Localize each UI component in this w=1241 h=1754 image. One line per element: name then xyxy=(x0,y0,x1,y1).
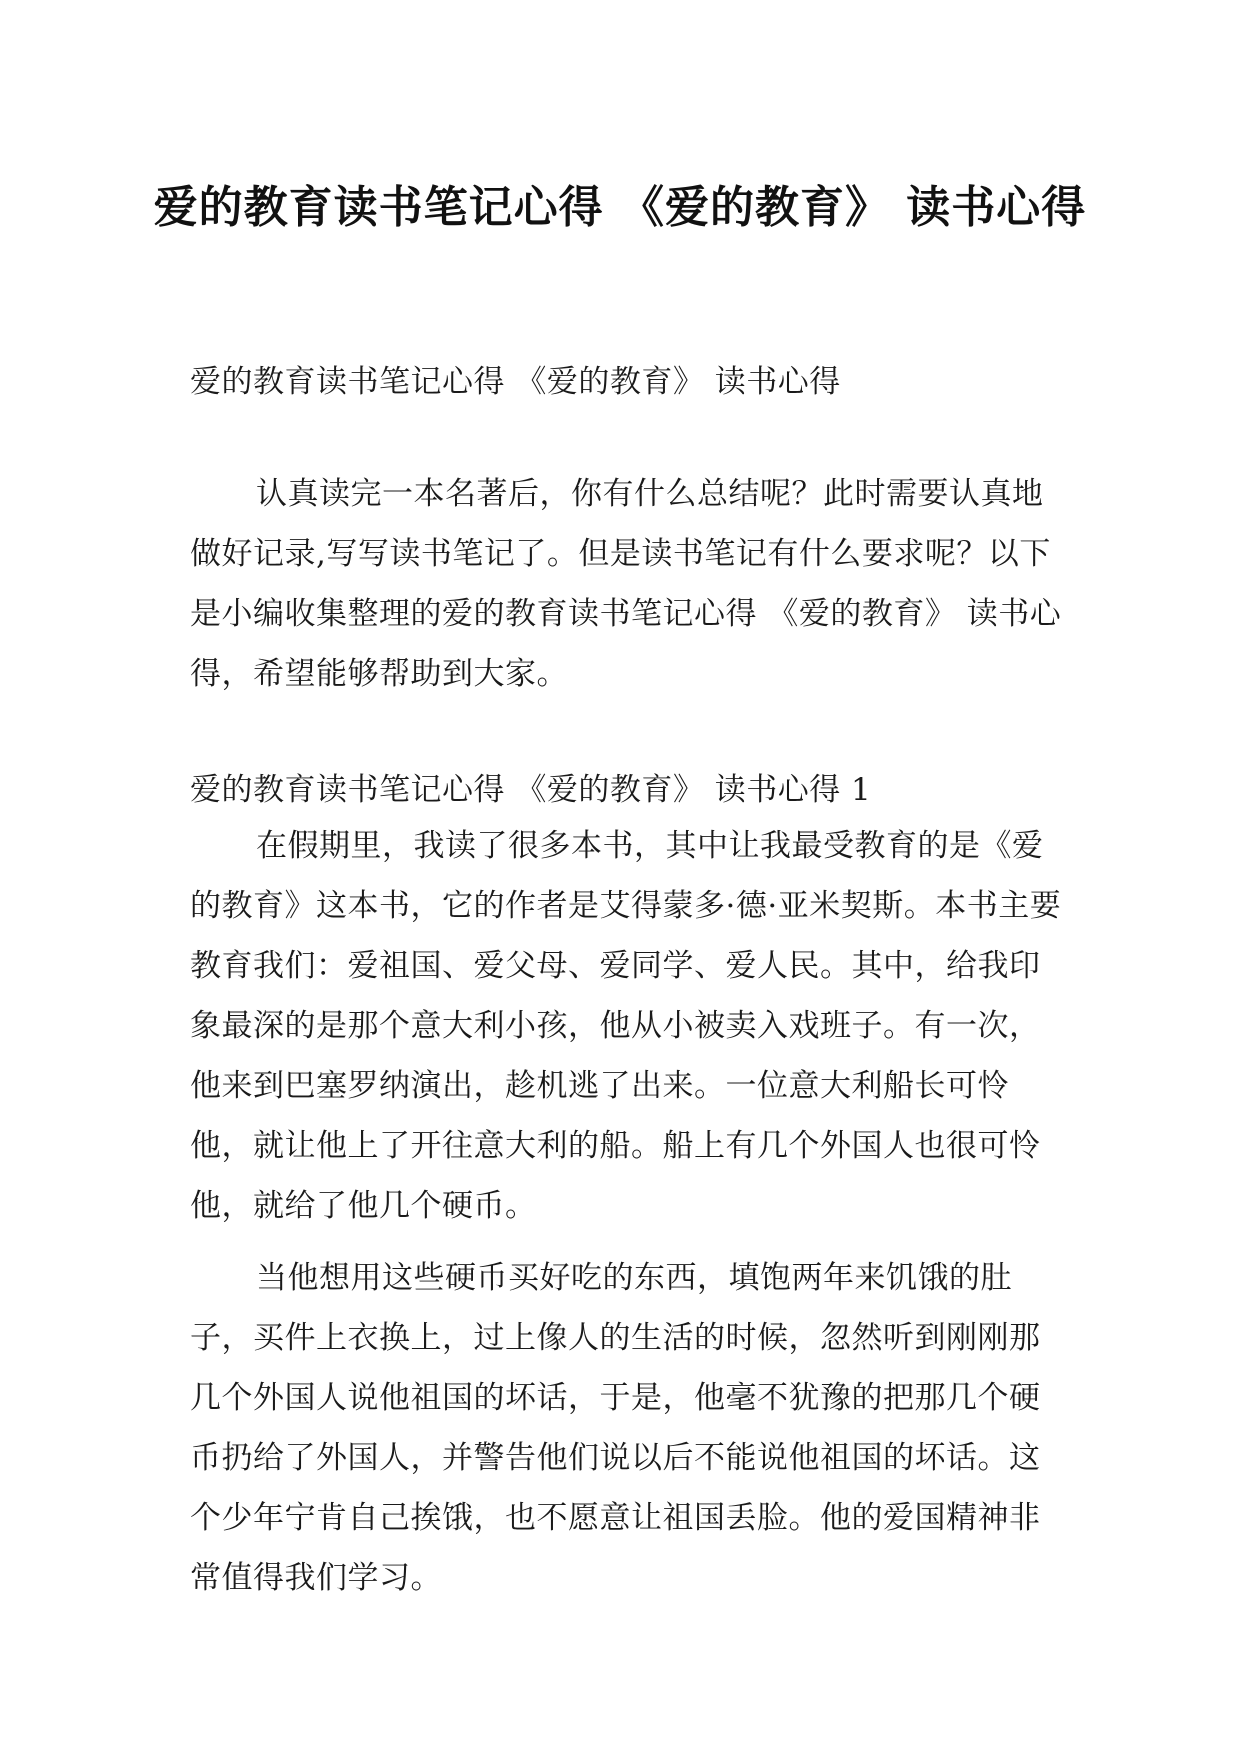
document-subtitle: 爱的教育读书笔记心得 《爱的教育》 读书心得 xyxy=(190,364,841,400)
section-heading: 爱的教育读书笔记心得 《爱的教育》 读书心得 1 xyxy=(190,772,872,808)
body-paragraph-1: 在假期里，我读了很多本书，其中让我最受教育的是《爱的教育》这本书，它的作者是艾得蒙多·德·亚米契斯。本书主要教育我们：爱祖国、爱父母、爱同学、爱人民。其中，给我印象最深的是那个意大利小孩，他从小被卖入戏班子。有一次，他来到巴塞罗纳演出，趁机逃了出来。一位意大利船长可怜他，就让他上了开往意大利的船。船上有几个外国人也很可怜他，就给了他几个硬币。 xyxy=(190,828,1062,1224)
body-paragraph-2: 当他想用这些硬币买好吃的东西，填饱两年来饥饿的肚子，买件上衣换上，过上像人的生活的时候，忽然听到刚刚那几个外国人说他祖国的坏话，于是，他毫不犹豫的把那几个硬币扔给了外国人，并警告他们说以后不能说他祖国的坏话。这个少年宁肯自己挨饿，也不愿意让祖国丢脸。他的爱国精神非常值得我们学习。 xyxy=(190,1260,1041,1596)
intro-paragraph: 认真读完一本名著后，你有什么总结呢？此时需要认真地做好记录,写写读书笔记了。但是读书笔记有什么要求呢？以下是小编收集整理的爱的教育读书笔记心得 《爱的教育》 读书心得，希望能够帮助到大家。 xyxy=(190,476,1062,692)
document-title: 爱的教育读书笔记心得 《爱的教育》 读书心得 xyxy=(153,182,1087,234)
